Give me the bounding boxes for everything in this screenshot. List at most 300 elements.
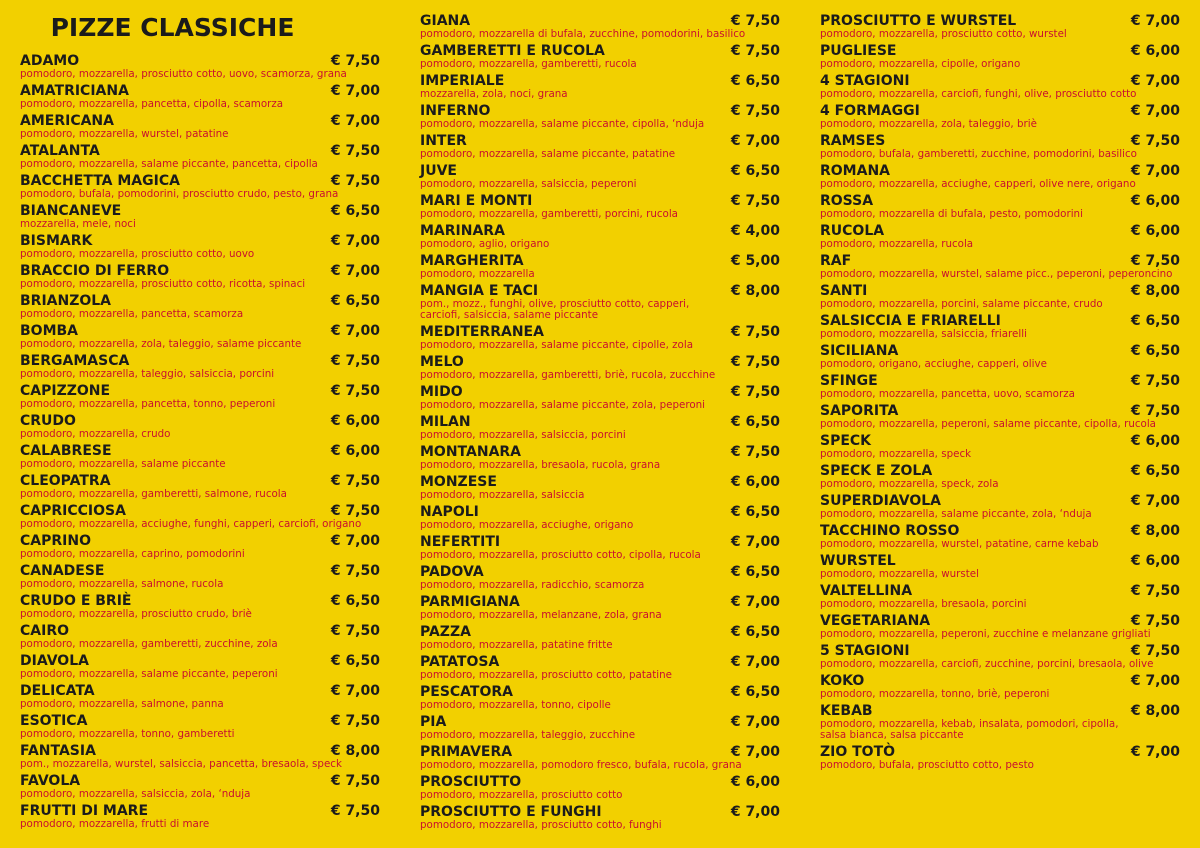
menu-item [820, 373, 1182, 403]
pizza-name: CRUDO E BRIÈ [20, 593, 132, 609]
pizza-ingredients: pomodoro, mozzarella, salame piccante, zola, peperoni [420, 399, 706, 411]
pizza-price: € 6,50 [730, 504, 780, 520]
menu-item [20, 263, 382, 293]
pizza-price: € 7,00 [730, 714, 780, 730]
pizza-ingredients: pomodoro, mozzarella, prosciutto cotto, uovo, scamorza, grana [20, 68, 347, 80]
menu-item [420, 774, 782, 804]
pizza-name: KEBAB [820, 703, 873, 719]
pizza-ingredients: pomodoro, mozzarella, salsiccia, zola, ‘nduja [20, 788, 251, 800]
pizza-price: € 7,00 [730, 534, 780, 550]
menu-item [420, 444, 782, 474]
pizza-price: € 6,50 [1130, 463, 1180, 479]
menu-item [820, 193, 1182, 223]
pizza-name: ZIO TOTÒ [820, 744, 896, 760]
pizza-price: € 7,00 [730, 654, 780, 670]
pizza-ingredients: pomodoro, mozzarella, tonno, briè, peperoni [820, 688, 1050, 700]
menu-item [20, 653, 382, 683]
menu-item [420, 253, 782, 283]
pizza-name: CAPIZZONE [20, 383, 111, 399]
pizza-name: SANTI [820, 283, 868, 299]
pizza-price: € 7,50 [1130, 253, 1180, 269]
pizza-ingredients: pomodoro, origano, acciughe, capperi, olive [820, 358, 1047, 370]
pizza-name: GIANA [420, 13, 471, 29]
menu-item [820, 223, 1182, 253]
pizza-ingredients: pomodoro, mozzarella, salsiccia, porcini [420, 429, 626, 441]
pizza-price: € 7,00 [1130, 163, 1180, 179]
pizza-name: MANGIA E TACI [420, 283, 539, 299]
pizza-price: € 6,00 [1130, 553, 1180, 569]
pizza-name: MEDITERRANEA [420, 324, 544, 340]
pizza-name: TACCHINO ROSSO [820, 523, 960, 539]
pizza-price: € 7,50 [730, 444, 780, 460]
pizza-price: € 7,50 [330, 503, 380, 519]
pizza-ingredients: pomodoro, mozzarella, salame piccante, peperoni [20, 668, 278, 680]
pizza-name: CAPRINO [20, 533, 91, 549]
menu-item [820, 73, 1182, 103]
pizza-price: € 7,00 [330, 323, 380, 339]
pizza-ingredients: pomodoro, bufala, prosciutto cotto, pesto [820, 759, 1034, 771]
pizza-ingredients: pomodoro, mozzarella [420, 268, 535, 280]
pizza-name: FRUTTI DI MARE [20, 803, 149, 819]
pizza-price: € 7,00 [330, 533, 380, 549]
menu-item [820, 313, 1182, 343]
menu-item [420, 324, 782, 354]
menu-item [820, 43, 1182, 73]
pizza-price: € 6,00 [1130, 223, 1180, 239]
pizza-price: € 6,50 [730, 624, 780, 640]
pizza-ingredients: pomodoro, mozzarella, salame piccante, cipolla, ‘nduja [420, 118, 705, 130]
menu-item [820, 493, 1182, 523]
pizza-name: MILAN [420, 414, 471, 430]
pizza-name: JUVE [420, 163, 457, 179]
pizza-name: FANTASIA [20, 743, 96, 759]
menu-item [420, 283, 782, 324]
pizza-ingredients: pomodoro, mozzarella, zola, taleggio, briè [820, 118, 1037, 130]
menu-item [420, 594, 782, 624]
pizza-ingredients: pomodoro, bufala, pomodorini, prosciutto crudo, pesto, grana [20, 188, 339, 200]
pizza-name: ATALANTA [20, 143, 100, 159]
pizza-price: € 8,00 [1130, 523, 1180, 539]
pizza-ingredients: pomodoro, mozzarella, frutti di mare [20, 818, 210, 830]
menu-item [20, 623, 382, 653]
menu-item [420, 414, 782, 444]
pizza-price: € 6,50 [330, 203, 380, 219]
menu-item [820, 673, 1182, 703]
pizza-ingredients: pomodoro, mozzarella di bufala, pesto, pomodorini [820, 208, 1083, 220]
menu-item [20, 143, 382, 173]
pizza-name: PADOVA [420, 564, 484, 580]
pizza-name: RUCOLA [820, 223, 885, 239]
pizza-price: € 7,50 [730, 43, 780, 59]
menu-item [820, 283, 1182, 313]
pizza-price: € 6,50 [730, 564, 780, 580]
pizza-price: € 6,50 [730, 73, 780, 89]
pizza-name: NEFERTITI [420, 534, 501, 550]
menu-item [420, 474, 782, 504]
pizza-ingredients: pomodoro, mozzarella, salsiccia, peperoni [420, 178, 637, 190]
pizza-ingredients: pomodoro, mozzarella, acciughe, capperi, olive nere, origano [820, 178, 1136, 190]
pizza-name: MONZESE [420, 474, 497, 490]
pizza-price: € 7,00 [330, 263, 380, 279]
menu-item [20, 683, 382, 713]
pizza-price: € 6,00 [1130, 193, 1180, 209]
menu-item [420, 73, 782, 103]
pizza-name: PIA [420, 714, 447, 730]
pizza-name: MELO [420, 354, 464, 370]
pizza-ingredients: pomodoro, mozzarella, gamberetti, briè, rucola, zucchine [420, 369, 716, 381]
pizza-price: € 7,00 [330, 683, 380, 699]
pizza-price: € 7,00 [1130, 73, 1180, 89]
pizza-price: € 7,50 [1130, 133, 1180, 149]
menu-item [20, 473, 382, 503]
pizza-ingredients: pomodoro, mozzarella, gamberetti, porcini, rucola [420, 208, 678, 220]
pizza-ingredients: pomodoro, mozzarella, gamberetti, rucola [420, 58, 637, 70]
pizza-ingredients: pomodoro, mozzarella, pancetta, uovo, scamorza [820, 388, 1075, 400]
menu-item [420, 384, 782, 414]
pizza-name: CRUDO [20, 413, 76, 429]
pizza-ingredients: pomodoro, mozzarella, prosciutto cotto, cipolla, rucola [420, 549, 701, 561]
pizza-name: BERGAMASCA [20, 353, 130, 369]
pizza-ingredients: pomodoro, mozzarella, bresaola, porcini [820, 598, 1027, 610]
pizza-name: MARGHERITA [420, 253, 524, 269]
pizza-ingredients: pomodoro, mozzarella, pancetta, scamorza [20, 308, 244, 320]
menu-item [820, 133, 1182, 163]
pizza-price: € 7,50 [330, 713, 380, 729]
pizza-name: AMATRICIANA [20, 83, 129, 99]
menu-column-1 [20, 12, 382, 833]
pizza-price: € 6,00 [330, 443, 380, 459]
pizza-ingredients: mozzarella, mele, noci [20, 218, 136, 230]
pizza-ingredients: pomodoro, mozzarella, wurstel, patatine [20, 128, 229, 140]
pizza-name: PESCATORA [420, 684, 513, 700]
pizza-name: CLEOPATRA [20, 473, 111, 489]
pizza-price: € 7,50 [330, 773, 380, 789]
pizza-ingredients: pomodoro, mozzarella, salmone, rucola [20, 578, 224, 590]
pizza-name: PRIMAVERA [420, 744, 513, 760]
pizza-name: INTER [420, 133, 467, 149]
pizza-name: DIAVOLA [20, 653, 89, 669]
menu-item [820, 703, 1182, 744]
menu-item [420, 744, 782, 774]
pizza-ingredients: pomodoro, mozzarella, salame piccante, pancetta, cipolla [20, 158, 318, 170]
pizza-ingredients: pomodoro, aglio, origano [420, 238, 550, 250]
pizza-name: ROMANA [820, 163, 890, 179]
pizza-name: 4 FORMAGGI [820, 103, 920, 119]
pizza-ingredients: pomodoro, mozzarella, melanzane, zola, grana [420, 609, 662, 621]
pizza-ingredients: pomodoro, mozzarella, porcini, salame piccante, crudo [820, 298, 1103, 310]
pizza-ingredients: pomodoro, mozzarella, peperoni, zucchine e melanzane grigliati [820, 628, 1151, 640]
pizza-name: ADAMO [20, 53, 80, 69]
pizza-name: SICILIANA [820, 343, 899, 359]
pizza-name: WURSTEL [820, 553, 896, 569]
menu-item [20, 173, 382, 203]
pizza-price: € 7,50 [330, 473, 380, 489]
menu-item [820, 744, 1182, 774]
menu-item [820, 583, 1182, 613]
pizza-price: € 8,00 [1130, 703, 1180, 719]
pizza-price: € 8,00 [330, 743, 380, 759]
menu-item [420, 43, 782, 73]
menu-item [420, 193, 782, 223]
pizza-ingredients: pomodoro, mozzarella, rucola [820, 238, 974, 250]
pizza-ingredients: pomodoro, mozzarella, pancetta, cipolla, scamorza [20, 98, 284, 110]
pizza-price: € 7,50 [730, 193, 780, 209]
menu-item [20, 743, 382, 773]
pizza-price: € 7,50 [330, 803, 380, 819]
pizza-ingredients: pomodoro, mozzarella, carciofi, zucchine, porcini, bresaola, olive [820, 658, 1154, 670]
menu-item [820, 103, 1182, 133]
pizza-name: RAF [820, 253, 852, 269]
pizza-ingredients: pomodoro, mozzarella, salame piccante, patatine [420, 148, 676, 160]
pizza-name: VEGETARIANA [820, 613, 931, 629]
menu-item [20, 83, 382, 113]
pizza-ingredients: pomodoro, mozzarella, prosciutto crudo, briè [20, 608, 252, 620]
pizza-name: DELICATA [20, 683, 95, 699]
menu-item [420, 714, 782, 744]
menu-item [820, 463, 1182, 493]
pizza-price: € 7,50 [730, 13, 780, 29]
pizza-name: RAMSES [820, 133, 886, 149]
pizza-ingredients: pomodoro, mozzarella, zola, taleggio, salame piccante [20, 338, 302, 350]
menu-item [20, 563, 382, 593]
pizza-name: CAIRO [20, 623, 69, 639]
pizza-price: € 7,00 [330, 113, 380, 129]
pizza-price: € 8,00 [1130, 283, 1180, 299]
pizza-ingredients: pomodoro, mozzarella, gamberetti, zucchine, zola [20, 638, 278, 650]
pizza-price: € 7,50 [730, 103, 780, 119]
pizza-ingredients: pomodoro, mozzarella, salame piccante, cipolle, zola [420, 339, 694, 351]
pizza-ingredients: pomodoro, mozzarella, salsiccia [420, 489, 585, 501]
pizza-ingredients: pomodoro, mozzarella, pancetta, tonno, peperoni [20, 398, 276, 410]
pizza-price: € 7,50 [1130, 373, 1180, 389]
menu-column-2 [420, 13, 782, 834]
pizza-ingredients: pomodoro, mozzarella, prosciutto cotto, ricotta, spinaci [20, 278, 306, 290]
pizza-price: € 7,50 [330, 563, 380, 579]
pizza-price: € 7,00 [1130, 744, 1180, 760]
pizza-name: SAPORITA [820, 403, 899, 419]
pizza-price: € 7,50 [1130, 643, 1180, 659]
pizza-name: FAVOLA [20, 773, 81, 789]
pizza-name: BOMBA [20, 323, 79, 339]
pizza-ingredients: pomodoro, mozzarella, salame piccante [20, 458, 226, 470]
pizza-price: € 7,00 [330, 83, 380, 99]
pizza-price: € 7,50 [730, 324, 780, 340]
pizza-price: € 7,50 [1130, 613, 1180, 629]
pizza-ingredients: pomodoro, mozzarella, salmone, panna [20, 698, 224, 710]
menu-item [420, 684, 782, 714]
pizza-price: € 7,50 [330, 383, 380, 399]
pizza-ingredients: mozzarella, zola, noci, grana [420, 88, 568, 100]
pizza-name: IMPERIALE [420, 73, 505, 89]
pizza-list [420, 13, 782, 834]
pizza-ingredients: pomodoro, mozzarella, acciughe, funghi, capperi, carciofi, origano [20, 518, 362, 530]
pizza-ingredients: pomodoro, mozzarella, prosciutto cotto, uovo [20, 248, 255, 260]
pizza-ingredients: pomodoro, mozzarella, salsiccia, friarelli [820, 328, 1027, 340]
menu-item [20, 413, 382, 443]
pizza-name: PUGLIESE [820, 43, 897, 59]
menu-item [20, 803, 382, 833]
pizza-ingredients: pomodoro, mozzarella, patatine fritte [420, 639, 613, 651]
pizza-name: PROSCIUTTO E FUNGHI [420, 804, 602, 820]
pizza-price: € 7,50 [330, 53, 380, 69]
menu-item [420, 804, 782, 834]
pizza-name: SPECK [820, 433, 872, 449]
menu-item [420, 163, 782, 193]
pizza-ingredients: pomodoro, mozzarella, prosciutto cotto [420, 789, 623, 801]
pizza-name: PAZZA [420, 624, 471, 640]
pizza-price: € 6,50 [330, 293, 380, 309]
pizza-ingredients: pomodoro, mozzarella di bufala, zucchine, pomodorini, basilico [420, 28, 746, 40]
menu-item [20, 353, 382, 383]
pizza-name: NAPOLI [420, 504, 479, 520]
pizza-name: BIANCANEVE [20, 203, 122, 219]
pizza-price: € 7,50 [730, 354, 780, 370]
pizza-name: BACCHETTA MAGICA [20, 173, 180, 189]
pizza-price: € 7,00 [1130, 13, 1180, 29]
pizza-ingredients: pomodoro, mozzarella, radicchio, scamorza [420, 579, 645, 591]
pizza-ingredients: pom., mozz., funghi, olive, prosciutto cotto, capperi, carciofi, salsiccia, salame piccante [420, 298, 690, 321]
menu-item [20, 503, 382, 533]
pizza-name: ROSSA [820, 193, 874, 209]
menu-item [20, 773, 382, 803]
menu-item [420, 624, 782, 654]
menu-item [820, 643, 1182, 673]
pizza-name: ESOTICA [20, 713, 88, 729]
pizza-price: € 7,50 [330, 143, 380, 159]
pizza-price: € 8,00 [730, 283, 780, 299]
menu-item [420, 654, 782, 684]
pizza-ingredients: pomodoro, mozzarella, speck, zola [820, 478, 999, 490]
menu-item [820, 163, 1182, 193]
menu-item [420, 223, 782, 253]
pizza-price: € 6,50 [730, 163, 780, 179]
pizza-price: € 6,00 [1130, 433, 1180, 449]
pizza-ingredients: pomodoro, mozzarella, prosciutto cotto, patatine [420, 669, 672, 681]
menu-item [820, 343, 1182, 373]
pizza-price: € 7,00 [730, 744, 780, 760]
pizza-price: € 6,50 [1130, 313, 1180, 329]
pizza-name: SFINGE [820, 373, 878, 389]
menu-item [420, 133, 782, 163]
pizza-name: AMERICANA [20, 113, 114, 129]
pizza-name: SALSICCIA E FRIARELLI [820, 313, 1001, 329]
pizza-price: € 7,00 [330, 233, 380, 249]
menu-item [420, 504, 782, 534]
pizza-price: € 7,50 [330, 353, 380, 369]
pizza-name: CAPRICCIOSA [20, 503, 126, 519]
pizza-price: € 7,00 [1130, 493, 1180, 509]
pizza-ingredients: pomodoro, mozzarella, tonno, cipolle [420, 699, 611, 711]
pizza-ingredients: pomodoro, mozzarella, salame piccante, zola, ‘nduja [820, 508, 1092, 520]
pizza-ingredients: pomodoro, mozzarella, acciughe, origano [420, 519, 634, 531]
pizza-price: € 6,00 [730, 774, 780, 790]
menu-item [20, 293, 382, 323]
pizza-ingredients: pomodoro, mozzarella, crudo [20, 428, 171, 440]
pizza-price: € 7,50 [330, 623, 380, 639]
pizza-ingredients: pomodoro, mozzarella, wurstel, patatine, carne kebab [820, 538, 1099, 550]
menu-item [20, 383, 382, 413]
menu-title: PIZZE CLASSICHE [50, 13, 295, 42]
pizza-name: MIDO [420, 384, 463, 400]
pizza-price: € 7,00 [1130, 673, 1180, 689]
pizza-price: € 7,50 [730, 384, 780, 400]
pizza-name: BRACCIO DI FERRO [20, 263, 170, 279]
pizza-ingredients: pomodoro, mozzarella, pomodoro fresco, bufala, rucola, grana [420, 759, 742, 771]
menu-item [20, 593, 382, 623]
menu-item [420, 13, 782, 43]
pizza-price: € 4,00 [730, 223, 780, 239]
menu-column-3 [820, 13, 1182, 774]
pizza-name: MARI E MONTI [420, 193, 533, 209]
pizza-name: INFERNO [420, 103, 491, 119]
menu-item [820, 433, 1182, 463]
menu-item [20, 323, 382, 353]
pizza-price: € 6,00 [1130, 43, 1180, 59]
menu-item [820, 523, 1182, 553]
menu-item [820, 253, 1182, 283]
pizza-price: € 7,50 [1130, 403, 1180, 419]
pizza-name: 5 STAGIONI [820, 643, 910, 659]
pizza-ingredients: pomodoro, mozzarella, taleggio, salsiccia, porcini [20, 368, 275, 380]
menu-item [820, 553, 1182, 583]
menu-item [20, 53, 382, 83]
pizza-name: KOKO [820, 673, 865, 689]
pizza-ingredients: pomodoro, mozzarella, prosciutto cotto, wurstel [820, 28, 1067, 40]
pizza-list [20, 53, 382, 833]
pizza-name: CANADESE [20, 563, 105, 579]
menu-item [820, 13, 1182, 43]
pizza-price: € 6,50 [1130, 343, 1180, 359]
pizza-name: SUPERDIAVOLA [820, 493, 942, 509]
pizza-ingredients: pomodoro, mozzarella, peperoni, salame piccante, cipolla, rucola [820, 418, 1156, 430]
pizza-name: PROSCIUTTO E WURSTEL [820, 13, 1017, 29]
pizza-ingredients: pomodoro, mozzarella, speck [820, 448, 972, 460]
pizza-ingredients: pomodoro, mozzarella, wurstel, salame picc., peperoni, peperoncino [820, 268, 1173, 280]
pizza-ingredients: pomodoro, mozzarella, wurstel [820, 568, 980, 580]
menu-item [20, 713, 382, 743]
pizza-price: € 6,00 [730, 474, 780, 490]
pizza-name: 4 STAGIONI [820, 73, 910, 89]
pizza-name: PARMIGIANA [420, 594, 520, 610]
menu-item [420, 354, 782, 384]
pizza-list [820, 13, 1182, 774]
pizza-price: € 7,00 [730, 133, 780, 149]
pizza-price: € 5,00 [730, 253, 780, 269]
pizza-price: € 6,50 [730, 684, 780, 700]
pizza-name: CALABRESE [20, 443, 112, 459]
pizza-name: PATATOSA [420, 654, 500, 670]
menu-item [20, 203, 382, 233]
pizza-name: BISMARK [20, 233, 93, 249]
pizza-price: € 6,00 [330, 413, 380, 429]
menu-item [820, 613, 1182, 643]
pizza-name: GAMBERETTI E RUCOLA [420, 43, 605, 59]
pizza-ingredients: pomodoro, mozzarella, bresaola, rucola, grana [420, 459, 661, 471]
pizza-ingredients: pomodoro, mozzarella, gamberetti, salmone, rucola [20, 488, 287, 500]
menu-item [420, 534, 782, 564]
pizza-ingredients: pom., mozzarella, wurstel, salsiccia, pancetta, bresaola, speck [20, 758, 342, 770]
pizza-ingredients: pomodoro, mozzarella, prosciutto cotto, funghi [420, 819, 662, 831]
pizza-name: MARINARA [420, 223, 505, 239]
pizza-name: BRIANZOLA [20, 293, 112, 309]
pizza-price: € 7,00 [1130, 103, 1180, 119]
menu-item [820, 403, 1182, 433]
pizza-price: € 7,00 [730, 804, 780, 820]
pizza-ingredients: pomodoro, mozzarella, carciofi, funghi, olive, prosciutto cotto [820, 88, 1137, 100]
pizza-ingredients: pomodoro, mozzarella, caprino, pomodorini [20, 548, 245, 560]
pizza-price: € 7,00 [730, 594, 780, 610]
menu-item [20, 533, 382, 563]
